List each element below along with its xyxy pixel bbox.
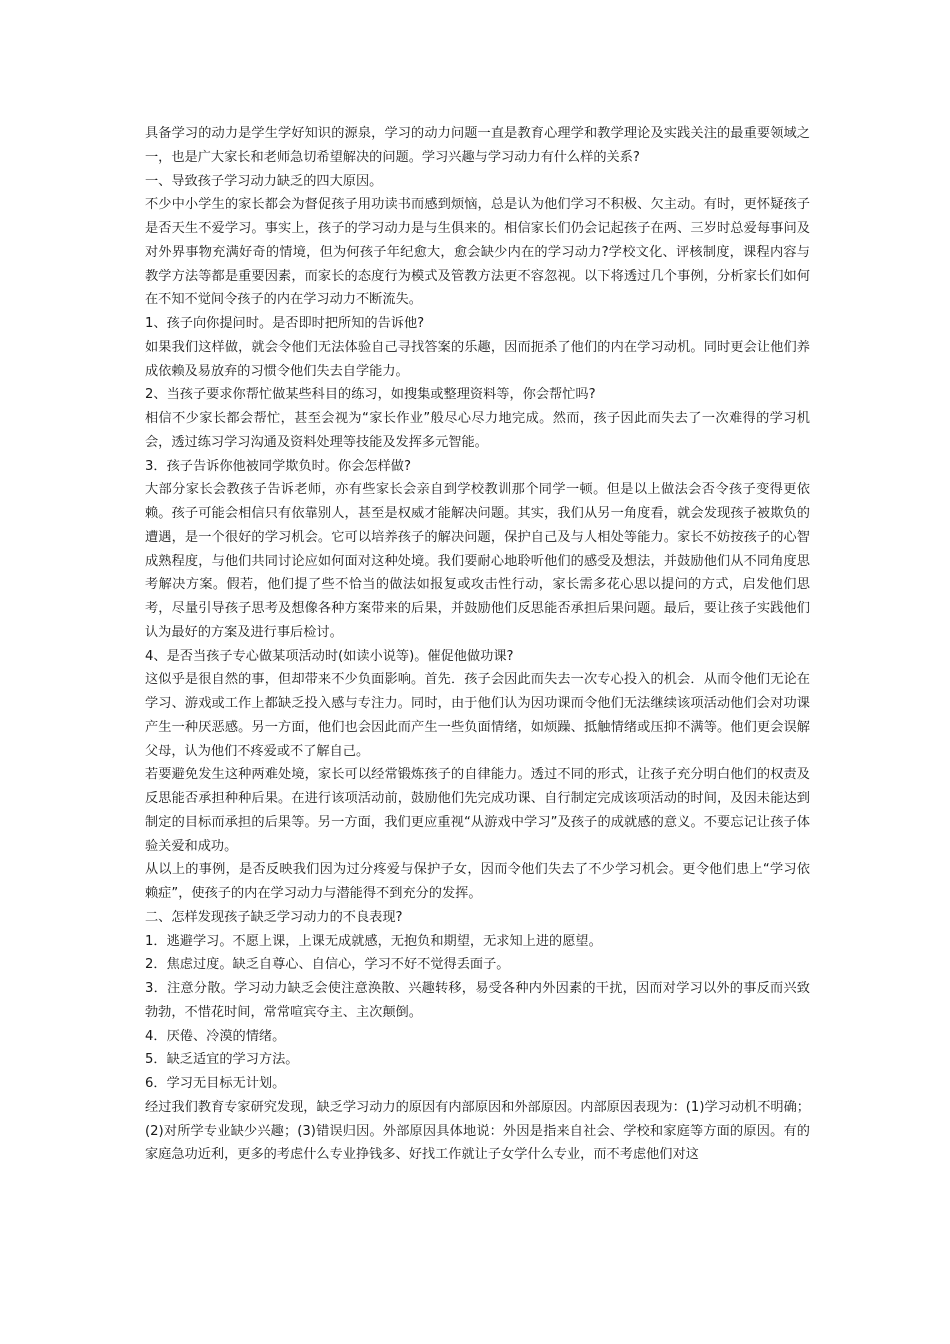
- paragraph: 不少中小学生的家长都会为督促孩子用功读书而感到烦恼，总是认为他们学习不积极、欠主动。有时，更怀疑孩子是否天生不爱学习。事实上，孩子的学习动力是与生俱来的。相信家长们仍会记起孩子在两、三岁时总爱每事问及对外界事物充满好奇的情境，但为何孩子年纪愈大，愈会缺少内在的学习动力?学校文化、评核制度，课程内容与教学方法等都是重要因素，而家长的态度行为模式及管教方法更不容忽视。以下将透过几个事例，分析家长们如何在不知不觉间令孩子的内在学习动力不断流失。: [145, 197, 810, 308]
- paragraph-intro: 具备学习的动力是学生学好知识的源泉，学习的动力问题一直是教育心理学和教学理论及实践关注的最重要领域之一，也是广大家长和老师急切希望解决的问题。学习兴趣与学习动力有什么样的关系?: [145, 126, 810, 165]
- section-heading-1: 一、导致孩子学习动力缺乏的四大原因。: [145, 173, 383, 189]
- item-heading: 2、当孩子要求你帮忙做某些科目的练习，如搜集或整理资料等，你会帮忙吗?: [145, 387, 596, 403]
- item-heading: 1、孩子向你提问时。是否即时把所知的告诉他?: [145, 316, 425, 331]
- item-heading: 3．孩子告诉你他被同学欺负时。你会怎样做?: [145, 458, 411, 474]
- list-item: 6．学习无目标无计划。: [145, 1076, 286, 1091]
- section-heading-2: 二、怎样发现孩子缺乏学习动力的不良表现?: [145, 909, 403, 925]
- list-item: 4．厌倦、冷漠的情绪。: [145, 1028, 286, 1044]
- paragraph: 若要避免发生这种两难处境，家长可以经常锻炼孩子的自律能力。透过不同的形式，让孩子充分明白他们的权责及反思能否承担种种后果。在进行该项活动前，鼓励他们先完成功课、自行制定完成该项活动的时间，及因未能达到制定的目标而承担的后果等。另一方面，我们更应重视“从游戏中学习”及孩子的成就感的意义。不要忘记让孩子体验关爱和成功。: [145, 767, 810, 854]
- paragraph: 从以上的事例，是否反映我们因为过分疼爱与保护子女，因而令他们失去了不少学习机会。更令他们患上“学习依赖症”，使孩子的内在学习动力与潜能得不到充分的发挥。: [145, 862, 810, 901]
- paragraph: 相信不少家长都会帮忙，甚至会视为“家长作业”般尽心尽力地完成。然而，孩子因此而失去了一次难得的学习机会，透过练习学习沟通及资料处理等技能及发挥多元智能。: [145, 411, 810, 450]
- item-heading: 4、是否当孩子专心做某项活动时(如读小说等)。催促他做功课?: [145, 648, 514, 664]
- paragraph: 大部分家长会教孩子告诉老师，亦有些家长会亲自到学校教训那个同学一顿。但是以上做法会否令孩子变得更依赖。孩子可能会相信只有依靠别人，甚至是权威才能解决问题。其实，我们从另一角度看，就会发现孩子被欺负的遭遇，是一个很好的学习机会。它可以培养孩子的解决问题，保护自己及与人相处等能力。家长不妨按孩子的心智成熟程度，与他们共同讨论应如何面对这种处境。我们要耐心地聆听他们的感受及想法，并鼓励他们从不同角度思考解决方案。假若，他们提了些不恰当的做法如报复或攻击性行动，家长需多花心思以提问的方式，启发他们思考，尽量引导孩子思考及想像各种方案带来的后果，并鼓励他们反思能否承担后果问题。最后，要让孩子实践他们认为最好的方案及进行事后检讨。: [145, 482, 810, 640]
- list-item: 3．注意分散。学习动力缺乏会使注意涣散、兴趣转移，易受各种内外因素的干扰，因而对学习以外的事反而兴致勃勃，不惜花时间，常常喧宾夺主、主次颠倒。: [145, 981, 810, 1020]
- list-item: 2．焦虑过度。缺乏自尊心、自信心，学习不好不觉得丢面子。: [145, 957, 510, 973]
- paragraph: 如果我们这样做，就会令他们无法体验自己寻找答案的乐趣，因而扼杀了他们的内在学习动机。同时更会让他们养成依赖及易放弃的习惯令他们失去自学能力。: [145, 339, 810, 379]
- list-item: 1．逃避学习。不愿上课，上课无成就感，无抱负和期望，无求知上进的愿望。: [145, 933, 602, 949]
- document-page: [145, 122, 810, 1167]
- paragraph: 这似乎是很自然的事，但却带来不少负面影响。首先．孩子会因此而失去一次专心投入的机会．从而令他们无论在学习、游戏或工作上都缺乏投入感与专注力。同时，由于他们认为因功课而令他们无法继续该项活动他们会对功课产生一种厌恶感。另一方面，他们也会因此而产生一些负面情绪，如烦躁、抵触情绪或压抑不满等。他们更会误解父母，认为他们不疼爱或不了解自己。: [145, 672, 810, 759]
- paragraph: 经过我们教育专家研究发现，缺乏学习动力的原因有内部原因和外部原因。内部原因表现为：(1)学习动机不明确；(2)对所学专业缺少兴趣；(3)错误归因。外部原因具体地说：外因是指来自社会、学校和家庭等方面的原因。有的家庭急功近利，更多的考虑什么专业挣钱多、好找工作就让子女学什么专业，而不考虑他们对这: [145, 1099, 810, 1163]
- list-item: 5．缺乏适宜的学习方法。: [145, 1052, 299, 1068]
